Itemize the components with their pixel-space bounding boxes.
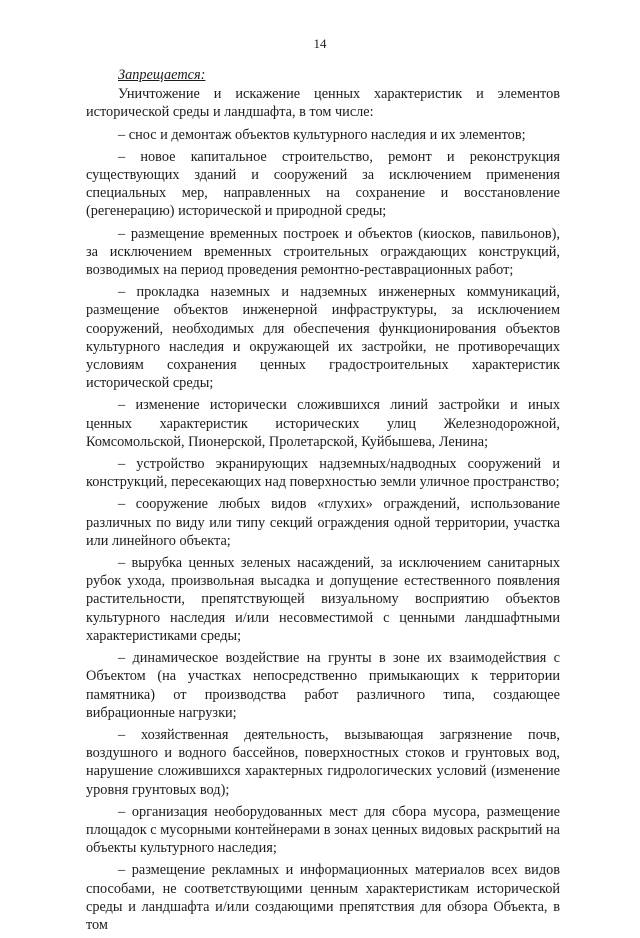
list-item: – организация необорудованных мест для сбора мусора, размещение площадок с мусорными контейнерами в зонах ценных видовых раскрытий на объекты культурного наследия;	[86, 803, 560, 857]
list-item: – размещение временных построек и объектов (киосков, павильонов), за исключением временных строительных ограждающих конструкций, возводимых на период проведения ремонтно-реставрационных работ;	[86, 225, 560, 279]
list-item: – размещение рекламных и информационных материалов всех видов способами, не соответствующими ценным характеристикам исторической среды и ландшафта и/или создающими препятствия для обзора Объекта, в том	[86, 862, 560, 933]
list-item: – хозяйственная деятельность, вызывающая загрязнение почв, воздушного и водного бассейнов, поверхностных стоков и грунтовых вод, нарушение сложившихся характерных гидрологических условий (изменение уровня грунтовых вод);	[86, 726, 560, 798]
list-item: – устройство экранирующих надземных/надводных сооружений и конструкций, пересекающих над поверхностью земли уличное пространство;	[86, 456, 560, 491]
page-number: 14	[313, 36, 327, 51]
list-item: – прокладка наземных и надземных инженерных коммуникаций, размещение объектов инженерной инфраструктуры, за исключением сооружений, необходимых для обеспечения функционирования объектов культурного наследия и окружающей их застройки, не противоречащих условиям сохранения ценных градостроительных характеристик исторической среды;	[86, 284, 560, 392]
list-item: – сооружение любых видов «глухих» ограждений, использование различных по виду или типу секций ограждения одной территории, участка или линейного объекта;	[86, 496, 560, 549]
list-item: – снос и демонтаж объектов культурного наследия и их элементов;	[118, 126, 526, 143]
paragraph-intro: Уничтожение и искажение ценных характеристик и элементов исторической среды и ландшафта, в том числе:	[86, 86, 560, 121]
list-item: – изменение исторически сложившихся линий застройки и иных ценных характеристик исторических улиц Железнодорожной, Комсомольской, Пионерской, Пролетарской, Куйбышева, Ленина;	[86, 397, 560, 450]
section-heading: Запрещается:	[118, 67, 206, 83]
list-item: – вырубка ценных зеленых насаждений, за исключением санитарных рубок ухода, произвольная высадка и допущение естественного появления растительности, препятствующей визуальному восприятию объектов культурного наследия и/или несовместимой с ценными ландшафтными характеристиками среды;	[86, 555, 560, 644]
document-body	[86, 66, 560, 938]
list-item: – новое капитальное строительство, ремонт и реконструкция существующих зданий и сооружений за исключением применения специальных мер, направленных на сохранение и восстановление (регенерацию) исторической и природной среды;	[86, 148, 560, 220]
list-item: – динамическое воздействие на грунты в зоне их взаимодействия с Объектом (на участках непосредственно примыкающих к территории памятника) от производства работ различного типа, создающее вибрационные нагрузки;	[86, 650, 560, 721]
